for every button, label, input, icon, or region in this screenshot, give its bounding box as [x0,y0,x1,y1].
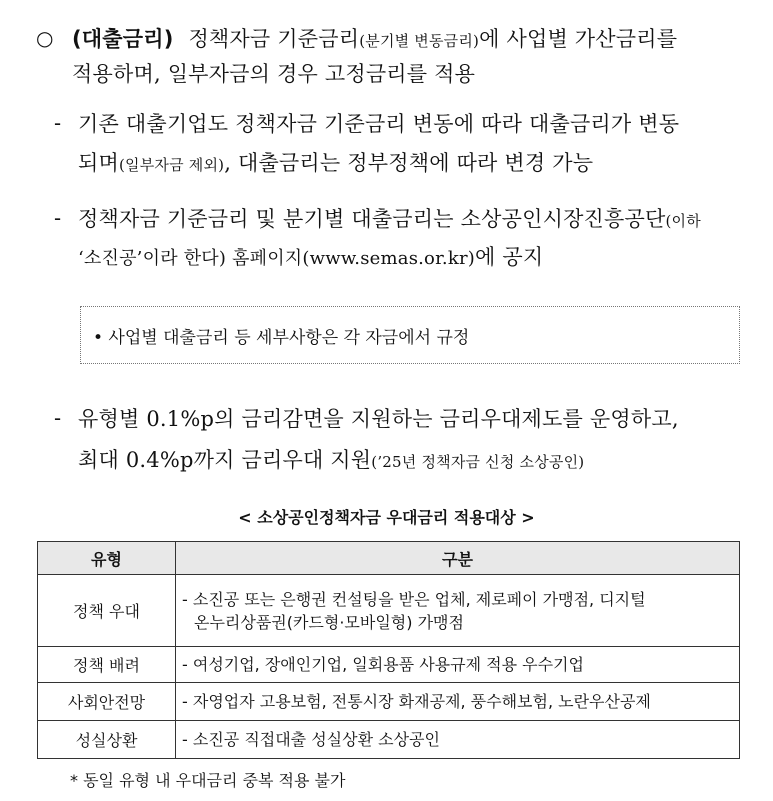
row-desc-line2: 온누리상품권(카드형·모바일형) 가맹점 [194,612,464,632]
bullet2-line1-text: 정책자금 기준금리 및 분기별 대출금리는 소상공인시장진흥공단 [78,207,666,231]
circle-marker: ○ [36,26,54,50]
row-type: 성실상환 [38,721,176,759]
row-desc [176,575,740,647]
row-desc: - 소진공 직접대출 성실상환 소상공인 [176,721,740,759]
bullet2-line1-small: (이하 [665,212,701,230]
table-caption: < 소상공인정책자금 우대금리 적용대상 > [238,508,535,527]
table-row [38,647,740,683]
table-row [38,721,740,759]
section-line1-rest: 에 사업별 가산금리를 [479,27,678,51]
bullet2-line2-pre: ‘소진공’이라 한다) [78,248,227,269]
section-line-1 [72,26,677,54]
table-header-row [38,542,740,575]
section-line1-text: 정책자금 기준금리 [188,27,360,51]
row-desc-line1: - 소진공 또는 은행권 컨설팅을 받은 업체, 제로페이 가맹점, 디지털 [182,589,646,609]
bullet2-line2-url: 홈페이지(www.semas.or.kr) [226,248,475,269]
bullet2-line-1 [78,206,701,234]
row-type: 사회안전망 [38,683,176,721]
preferential-rate-table [37,541,740,759]
row-desc: - 자영업자 고용보험, 전통시장 화재공제, 풍수해보험, 노란우산공제 [176,683,740,721]
bullet2-line2-post: 에 공지 [474,245,544,269]
row-desc: - 여성기업, 장애인기업, 일회용품 사용규제 적용 우수기업 [176,647,740,683]
header-category: 구분 [176,542,740,575]
table-row [38,575,740,647]
bullet1-line-1: 기존 대출기업도 정책자금 기준금리 변동에 따라 대출금리가 변동 [78,112,680,136]
bullet3-line-1: 유형별 0.1%p의 금리감면을 지원하는 금리우대제도를 운영하고, [78,407,679,431]
footnote: * 동일 유형 내 우대금리 중복 적용 불가 [70,771,346,790]
bullet1-line2-pre: 되며 [78,151,119,175]
bullet3-line2-pre: 최대 0.4%p까지 금리우대 지원 [78,448,372,472]
section-heading: (대출금리) [72,27,174,51]
section-line1-small: (분기별 변동금리) [359,32,480,50]
bullet2-line-2 [78,244,543,272]
bullet1-line2-small: (일부자금 제외) [118,156,225,174]
bullet-dash-3: - [54,406,62,430]
row-type: 정책 배려 [38,647,176,683]
section-line-2: 적용하며, 일부자금의 경우 고정금리를 적용 [72,62,476,86]
row-type: 정책 우대 [38,575,176,647]
bullet-dash-1: - [54,111,62,135]
bullet3-line-2 [78,447,584,475]
bullet1-line2-post: , 대출금리는 정부정책에 따라 변경 가능 [224,151,594,175]
note-box-text: • 사업별 대출금리 등 세부사항은 각 자금에서 규정 [93,328,470,348]
header-type: 유형 [38,542,176,575]
bullet1-line-2 [78,150,593,178]
note-box [80,306,740,364]
table-row [38,683,740,721]
bullet3-line2-small: (’25년 정책자금 신청 소상공인) [371,453,585,471]
bullet-dash-2: - [54,206,62,230]
